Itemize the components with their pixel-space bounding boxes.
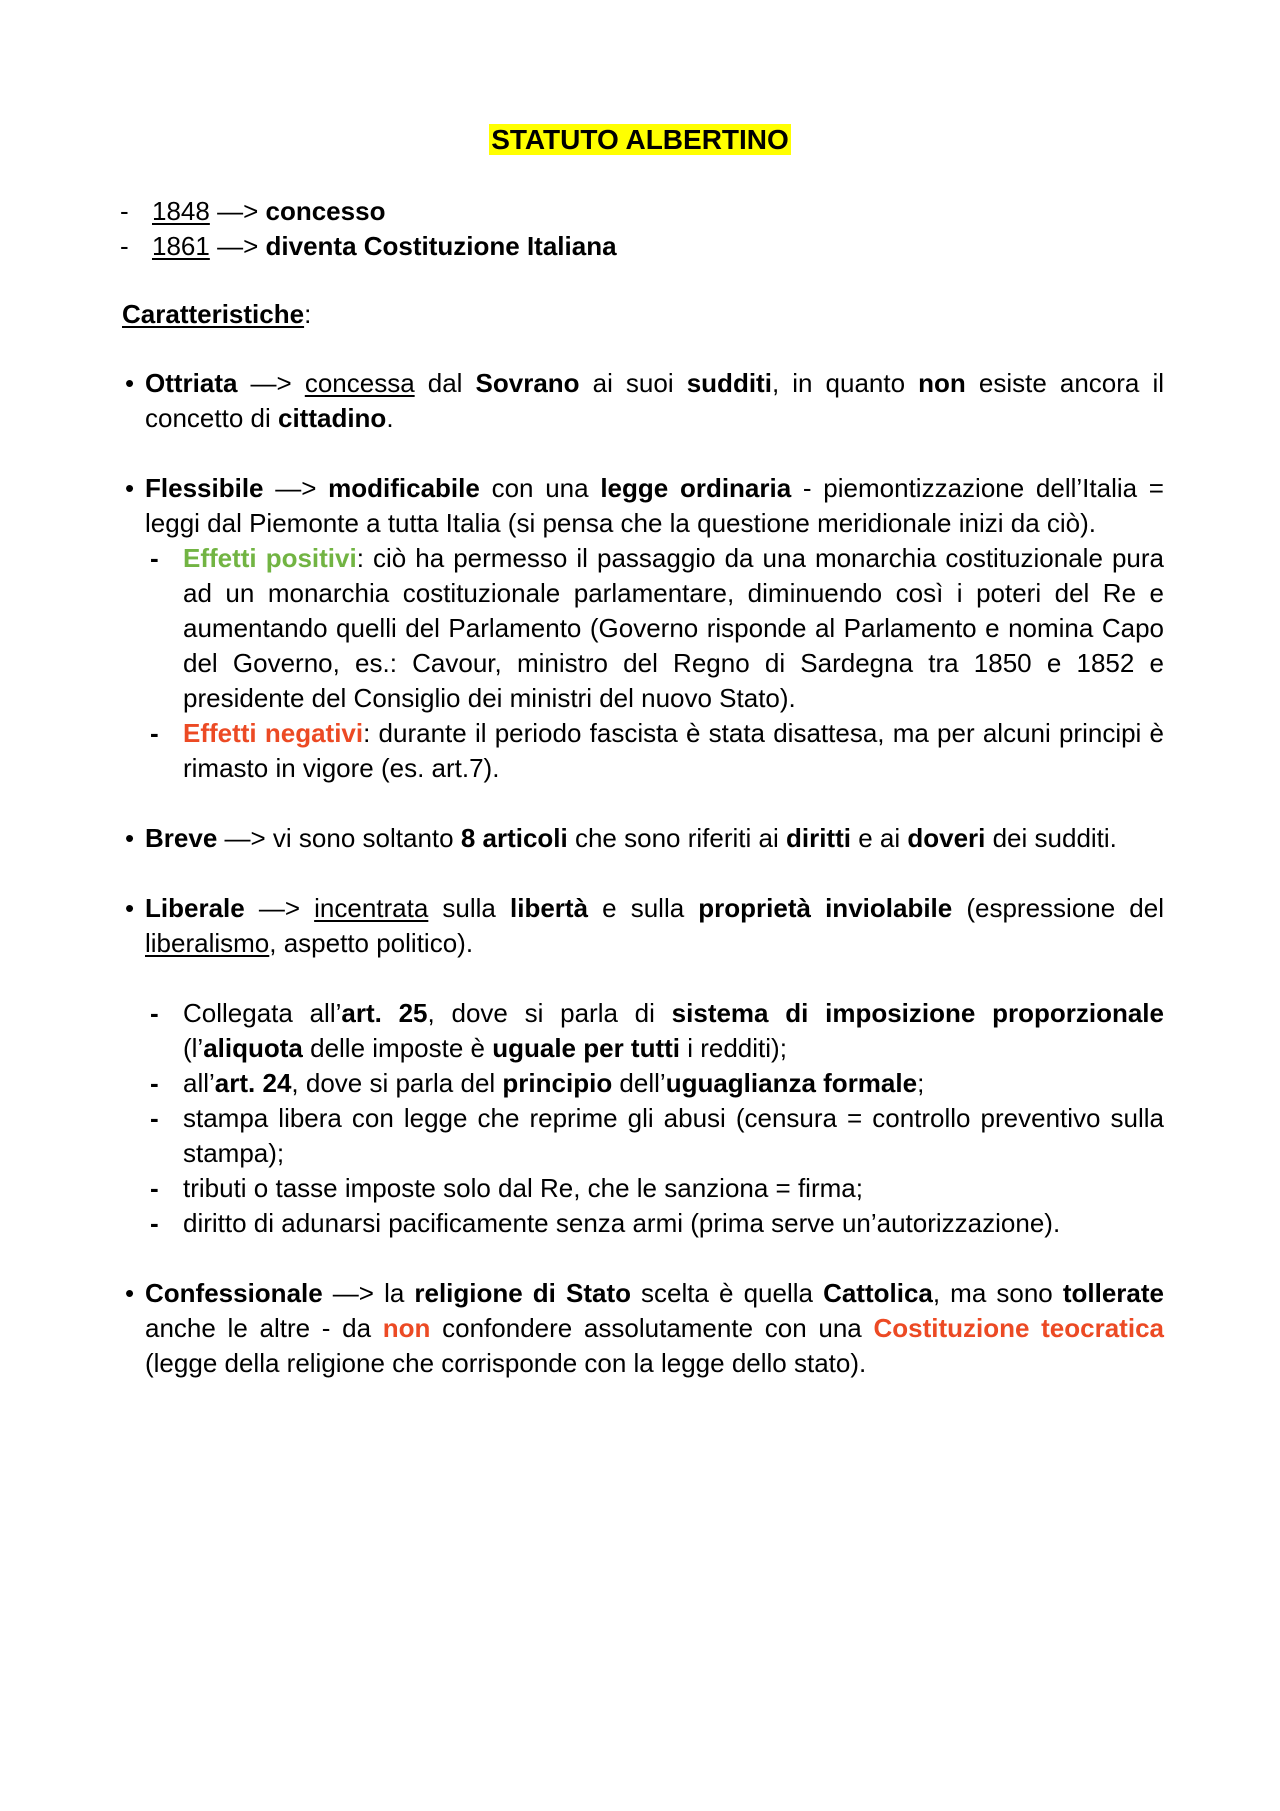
text: ai suoi: [579, 368, 687, 398]
text: con una: [479, 473, 601, 503]
text: scelta è quella: [630, 1278, 824, 1308]
text: , ma sono: [932, 1278, 1063, 1308]
date-year: 1848: [152, 196, 210, 226]
text: delle imposte è: [302, 1033, 493, 1063]
bold-word: tollerate: [1062, 1278, 1164, 1308]
text: all’: [183, 1068, 215, 1098]
bullet-ottriata: [122, 366, 1164, 436]
dash-marker: -: [150, 998, 159, 1028]
text: la: [384, 1278, 415, 1308]
bold-word: 8 articoli: [460, 823, 568, 853]
bold-word: doveri: [907, 823, 986, 853]
bullet-dot: •: [125, 368, 135, 398]
section-heading-colon: :: [304, 299, 312, 329]
underlined-word: incentrata: [314, 893, 429, 923]
dates-list: [120, 194, 1160, 264]
text: anche le altre - da: [145, 1313, 383, 1343]
dash-marker: -: [150, 1173, 159, 1203]
sub-item-art25: [145, 996, 1164, 1066]
bold-word: sudditi: [686, 368, 772, 398]
underlined-word: liberalismo: [145, 928, 270, 958]
bold-word: modificabile: [328, 473, 480, 503]
text: (legge della religione che corrisponde con la legge dello stato).: [145, 1348, 867, 1378]
date-year: 1861: [152, 231, 210, 261]
term: Confessionale: [145, 1278, 323, 1308]
dash-marker: -: [120, 231, 129, 261]
text: sulla: [428, 893, 510, 923]
dash-marker: -: [150, 1103, 159, 1133]
section-heading: [122, 297, 311, 332]
arrow: —>: [217, 196, 259, 226]
sub-item-stampa: [145, 1101, 1164, 1171]
arrow: —>: [217, 231, 259, 261]
term: Ottriata: [145, 368, 238, 398]
bullet-breve: [122, 821, 1164, 856]
text: esiste ancora il concetto di: [145, 368, 1165, 433]
dash-marker: -: [150, 718, 159, 748]
bold-word: art. 25: [341, 998, 428, 1028]
negative-effects-label: Effetti negativi: [183, 718, 364, 748]
arrow: —>: [244, 893, 315, 923]
text: tributi o tasse imposte solo dal Re, che le sanziona = firma;: [183, 1173, 863, 1203]
date-text: diventa Costituzione Italiana: [265, 231, 617, 261]
underlined-word: concessa: [304, 368, 415, 398]
bold-word: principio: [502, 1068, 613, 1098]
dash-marker: -: [150, 1068, 159, 1098]
bullet-confessionale: [122, 1276, 1164, 1381]
page-title: STATUTO ALBERTINO: [491, 124, 789, 155]
text: ;: [917, 1068, 925, 1098]
term: Breve: [145, 823, 218, 853]
bold-word: uguale per tutti: [492, 1033, 680, 1063]
date-item: [120, 229, 1160, 264]
bullet-dot: •: [125, 1278, 135, 1308]
bold-word: cittadino: [277, 403, 387, 433]
dash-marker: -: [150, 1208, 159, 1238]
arrow: —>: [263, 473, 329, 503]
positive-effects-label: Effetti positivi: [183, 543, 357, 573]
text: , in quanto: [771, 368, 919, 398]
text: (l’: [183, 1033, 204, 1063]
text: Collegata all’: [183, 998, 342, 1028]
text: : durante il periodo fascista è stata disattesa, ma per alcuni principi è rimasto in vigore (es. art.7).: [183, 718, 1164, 783]
text: dei sudditi.: [985, 823, 1117, 853]
bold-word: proprietà inviolabile: [698, 893, 953, 923]
title-block: [0, 122, 1280, 158]
date-text: concesso: [265, 196, 386, 226]
text: (espressione del: [952, 893, 1164, 923]
dash-marker: -: [150, 543, 159, 573]
text: confondere assolutamente con una: [430, 1313, 874, 1343]
spacer: [122, 856, 1164, 891]
text: e sulla: [588, 893, 699, 923]
bold-word: uguaglianza formale: [665, 1068, 918, 1098]
text: stampa libera con legge che reprime gli abusi (censura = controllo preventivo sulla stampa);: [183, 1103, 1164, 1168]
sub-item-adunarsi: [145, 1206, 1164, 1241]
bold-word: Cattolica: [823, 1278, 933, 1308]
text: dal: [414, 368, 476, 398]
bullet-dot: •: [125, 893, 135, 923]
sub-item-art24: [145, 1066, 1164, 1101]
text: .: [386, 403, 394, 433]
spacer: [122, 436, 1164, 471]
text: : ciò ha permesso il passaggio da una monarchia costituzionale pura ad un monarchia costituzionale parlamentare, diminuendo così i poteri del Re e aumentando quelli del Parlamento (Governo risponde al Parlamento e nomina Capo del Governo, es.: Cavour, ministro del Regno di Sardegna tra 1850 e 1852 e presidente del Consiglio dei ministri del nuovo Stato).: [183, 543, 1164, 713]
text: vi sono soltanto: [272, 823, 461, 853]
bold-word: sistema di imposizione proporzionale: [671, 998, 1164, 1028]
red-word: non: [382, 1313, 431, 1343]
text: , dove si parla del: [291, 1068, 503, 1098]
arrow: —>: [217, 823, 273, 853]
text: , dove si parla di: [427, 998, 672, 1028]
arrow: —>: [237, 368, 305, 398]
text: e ai: [850, 823, 908, 853]
spacer: [122, 1241, 1164, 1276]
sub-item-positive-effects: [145, 541, 1164, 716]
dash-marker: -: [120, 196, 129, 226]
term: Liberale: [145, 893, 245, 923]
sub-item-negative-effects: [145, 716, 1164, 786]
text: - piemontizzazione dell’Italia = leggi dal Piemonte a tutta Italia (si pensa che la questione meridionale inizi da ciò).: [145, 473, 1164, 538]
bold-word: art. 24: [214, 1068, 292, 1098]
text: dell’: [612, 1068, 666, 1098]
text: che sono riferiti ai: [567, 823, 786, 853]
text: diritto di adunarsi pacificamente senza armi (prima serve un’autorizzazione).: [183, 1208, 1061, 1238]
red-word: Costituzione teocratica: [873, 1313, 1164, 1343]
bullet-dot: •: [125, 473, 135, 503]
bold-word: libertà: [510, 893, 589, 923]
bold-word: aliquota: [203, 1033, 303, 1063]
date-item: [120, 194, 1160, 229]
bullet-flessibile: [122, 471, 1164, 541]
bold-word: legge ordinaria: [600, 473, 792, 503]
bold-word: non: [918, 368, 966, 398]
sub-item-tributi: [145, 1171, 1164, 1206]
text: i redditi);: [680, 1033, 787, 1063]
arrow: —>: [322, 1278, 385, 1308]
spacer: [122, 961, 1164, 996]
text: , aspetto politico).: [269, 928, 474, 958]
bold-word: religione di Stato: [414, 1278, 631, 1308]
spacer: [122, 786, 1164, 821]
bold-word: diritti: [785, 823, 851, 853]
term: Flessibile: [145, 473, 264, 503]
section-heading-text: Caratteristiche: [122, 299, 305, 329]
characteristics-list: [122, 366, 1164, 1381]
bold-word: Sovrano: [475, 368, 580, 398]
bullet-liberale: [122, 891, 1164, 961]
bullet-dot: •: [125, 823, 135, 853]
